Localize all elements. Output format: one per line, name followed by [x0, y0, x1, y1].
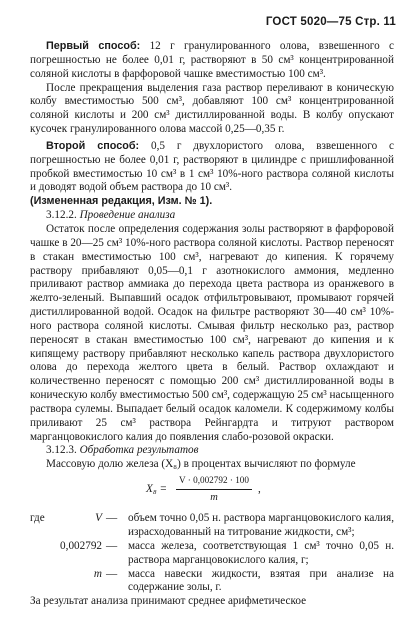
definition-symbol: V: [95, 512, 102, 525]
section-3-12-3-heading: [30, 444, 394, 458]
section-number: 3.12.2.: [46, 209, 77, 222]
method-2-label: Второй способ:: [46, 139, 140, 152]
formula-lhs: X₈ =: [146, 483, 168, 496]
page-header: ГОСТ 5020—75 Стр. 11: [265, 16, 396, 28]
method-2-text: 0,5 г двухлористого олова, взвешенного с погрешностью не более 0,01 г, растворяют в цилиндре с пришлифованной пробкой вместимостью 10 см³ в 1 см³ 10%-ного раствора соляной кислоты и доводят водой объем раствора до 10 см³.: [30, 139, 394, 194]
variable-definitions: [30, 512, 394, 595]
method-2-paragraph: [30, 140, 394, 195]
result-line: За результат анализа принимают среднее арифметическое: [30, 595, 307, 608]
iron-fraction-formula: [30, 474, 394, 508]
amendment-note: (Измененная редакция, Изм. № 1).: [30, 195, 213, 208]
definition-text: объем точно 0,05 н. раствора марганцовокислого калия, израсходованный на титрование жидкости, см³;: [128, 512, 394, 538]
definition-symbol: m: [93, 567, 102, 580]
definition-symbol: 0,002792: [60, 539, 102, 552]
formula-denominator: m: [210, 492, 218, 503]
document-body: [30, 40, 394, 609]
formula-numerator: V · 0,002792 · 100: [176, 474, 252, 490]
section-title: Обработка результатов: [79, 444, 199, 457]
formula-fraction: [176, 474, 252, 505]
definition-row: m — масса навески жидкости, взятая при анализе на содержание золы, г.: [30, 568, 394, 596]
definition-text: масса железа, соответствующая 1 см³ точно 0,05 н. раствора марганцовокислого калия, г;: [128, 539, 394, 566]
method-1-label: Первый способ:: [46, 40, 141, 52]
section-title: Проведение анализа: [79, 209, 176, 222]
formula-comma: ,: [258, 483, 261, 496]
section-number: 3.12.3.: [46, 444, 77, 457]
analysis-paragraph: Остаток после определения содержания золы растворяют в фарфоровой чашке в 20—25 см³ 10%-ного раствора соляной кислоты. Раствор переносят в стакан вместимостью 100 см³, нагревают до кипения. К горячему раствору прибавляют 0,05—0,1 г азотнокислого аммония, медленно приливают раствор аммиака до перехода цвета раствора из оранжевого в желто-зеленый. Выпавший осадок отфильтровывают, промывают горячей дистиллированной водой. Осадок на фильтре растворяют 30—40 см³ 10%-ного раствора соляной кислоты. Смывая фильтр несколько раз, раствор переносят в стакан вместимостью 100 см³, нагревают до кипения и к кипящему раствору прибавляют несколько капель раствора двухлористого олова до перехода желтого цвета в белый. Раствор охлаждают и количественно переносят с помощью 200 см³ дистиллированной воды в коническую колбу вместимостью 500 см³, содержащую 25 см³ насыщенного раствора сулемы. Выпадает белый осадок каломели. К содержимому колбы приливают 25 см³ раствора Рейнгардта и титруют раствором марганцовокислого калия до появления слабо-розовой окраски.: [30, 222, 394, 443]
definition-intro: где: [30, 512, 45, 525]
definition-text: масса навески жидкости, взятая при анализе на содержание золы, г.: [128, 567, 394, 594]
definition-row: 0,002792 — масса железа, соответствующая 1 см³ точно 0,05 н. раствора марганцовокислого калия, г;: [30, 540, 394, 568]
definition-row: где V — объем точно 0,05 н. раствора марганцовокислого калия, израсходованный на титрование жидкости, см³;: [30, 512, 394, 538]
results-intro: Массовую долю железа (X₈) в процентах вычисляют по формуле: [46, 458, 356, 471]
section-3-12-2-heading: [30, 209, 394, 223]
transfer-paragraph: После прекращения выделения газа раствор переливают в коническую колбу вместимостью 500 см³, добавляют 100 см³ концентрированной соляной кислоты и 200 см³ дистиллированной воды. В колбу опускают кусочек гранулированного олова массой 0,25—0,35 г.: [30, 81, 394, 136]
method-1-text: 12 г гранулированного олова, взвешенного с погрешностью не более 0,01 г, растворяют в 50 см³ концентрированной соляной кислоты в фарфоровой чашке вместимостью 100 см³.: [30, 40, 395, 80]
method-1-paragraph: [30, 40, 394, 82]
